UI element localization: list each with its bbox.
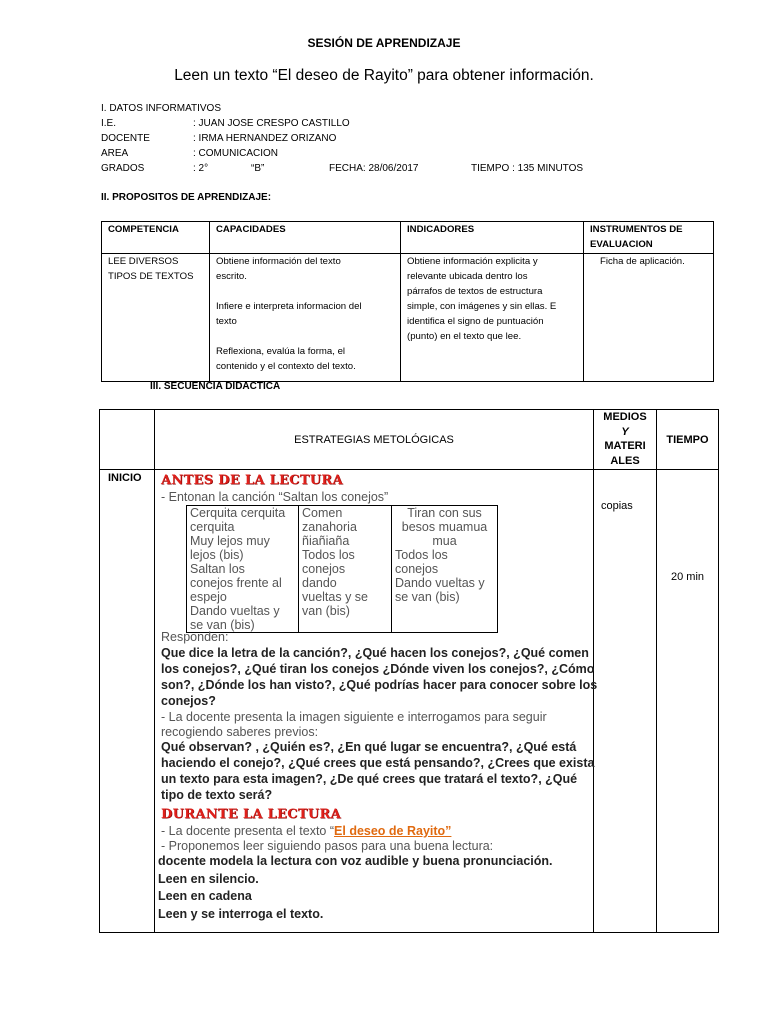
deseo-rayito-link[interactable]: El deseo de Rayito”	[334, 824, 452, 838]
song-column-2: Comen zanahoria ñiañiaña Todos los conejos dando vueltas y se van (bis)	[299, 506, 392, 633]
area-label: AREA	[101, 148, 129, 159]
estrategias-cell	[155, 470, 598, 933]
instrumento-cell: Ficha de aplicación.	[584, 254, 714, 382]
docente-imagen-text: - La docente presenta la imagen siguiente e interrogamos para seguir recogiendo saberes previos:	[161, 710, 547, 739]
medios-inicio: copias	[594, 470, 657, 933]
song-table	[186, 505, 498, 633]
docente-label: DOCENTE	[101, 133, 150, 144]
header-instrumentos: INSTRUMENTOS DE EVALUACION	[584, 222, 714, 254]
docente-value: : IRMA HERNANDEZ ORIZANO	[193, 133, 337, 144]
ie-label: I.E.	[101, 118, 117, 129]
propositos-table	[101, 221, 714, 382]
tiempo: TIEMPO : 135 MINUTOS	[471, 163, 584, 174]
song-column-3: Tiran con sus besos muamua mua Todos los conejos Dando vueltas y se van (bis)	[392, 506, 498, 633]
competencia-cell: LEE DIVERSOS TIPOS DE TEXTOS	[102, 254, 210, 382]
ie-value: : JUAN JOSE CRESPO CASTILLO	[193, 118, 350, 129]
page-subtitle: Leen un texto “El deseo de Rayito” para obtener información.	[174, 67, 594, 84]
header-capacidades: CAPACIDADES	[210, 222, 401, 254]
seccion-value: “B”	[251, 163, 265, 174]
area-value: : COMUNICACION	[193, 148, 278, 159]
tiempo-inicio: 20 min	[657, 470, 719, 933]
preguntas-cancion: Que dice la letra de la canción?, ¿Qué hacen los conejos?, ¿Qué comen los conejos?, ¿Qué tiran los conejos ¿Dónde viven los conejos?, ¿Cómo son?, ¿Dónde los han visto?, ¿Qué podrías hacer para conocer sobre los conejos?	[161, 646, 598, 708]
header-estrategias: ESTRATEGIAS METOLÓGICAS	[155, 410, 594, 470]
header-medios: MEDIOS Y MATERI ALES	[594, 410, 657, 470]
proponemos-text: - Proponemos leer siguiendo pasos para una buena lectura:	[161, 839, 494, 853]
antes-lectura-title: ANTES DE LA LECTURA	[161, 473, 343, 488]
secuencia-corner	[100, 410, 155, 470]
presenta-texto: - La docente presenta el texto “El deseo de Rayito”	[161, 824, 452, 838]
grados-label: GRADOS	[101, 163, 145, 174]
secuencia-table	[99, 409, 719, 933]
responden-text: Responden:	[161, 630, 229, 644]
datos-heading: I. DATOS INFORMATIVOS	[101, 103, 222, 114]
capacidades-cell: Obtiene información del texto escrito. Infiere e interpreta informacion del texto Reflexiona, evalúa la forma, el contenido y el contexto del texto.	[210, 254, 401, 382]
propositos-heading: II. PROPOSITOS DE APRENDIZAJE:	[101, 192, 272, 203]
header-competencia: COMPETENCIA	[102, 222, 210, 254]
entonan-text: - Entonan la canción “Saltan los conejos”	[161, 490, 389, 504]
pasos-lectura: docente modela la lectura con voz audible y buena pronunciación. Leen en silencio. Leen en cadena Leen y se interroga el texto.	[158, 854, 553, 921]
grados-value: : 2°	[193, 163, 209, 174]
header-indicadores: INDICADORES	[401, 222, 584, 254]
secuencia-heading: III. SECUENCIA DIDACTICA	[150, 381, 281, 392]
inicio-label: INICIO	[100, 470, 155, 933]
page-title: SESIÓN DE APRENDIZAJE	[307, 36, 461, 50]
indicadores-cell: Obtiene información explicita y relevante ubicada dentro los párrafos de textos de estructura simple, con imágenes y sin ellas. E identifica el signo de puntuación (punto) en el texto que lee.	[401, 254, 584, 382]
durante-lectura-title: DURANTE LA LECTURA	[161, 807, 341, 822]
fecha: FECHA: 28/06/2017	[329, 163, 419, 174]
header-tiempo: TIEMPO	[657, 410, 719, 470]
preguntas-imagen: Qué observan? , ¿Quién es?, ¿En qué lugar se encuentra?, ¿Qué está haciendo el conejo?, ¿Qué crees que está pensando?, ¿Crees que exista un texto para esta imagen?, ¿De qué crees que tratará el texto?, ¿Qué tipo de texto será?	[161, 740, 595, 802]
song-column-1: Cerquita cerquita cerquita Muy lejos muy lejos (bis) Saltan los conejos frente al espejo Dando vueltas y se van (bis)	[187, 506, 299, 633]
